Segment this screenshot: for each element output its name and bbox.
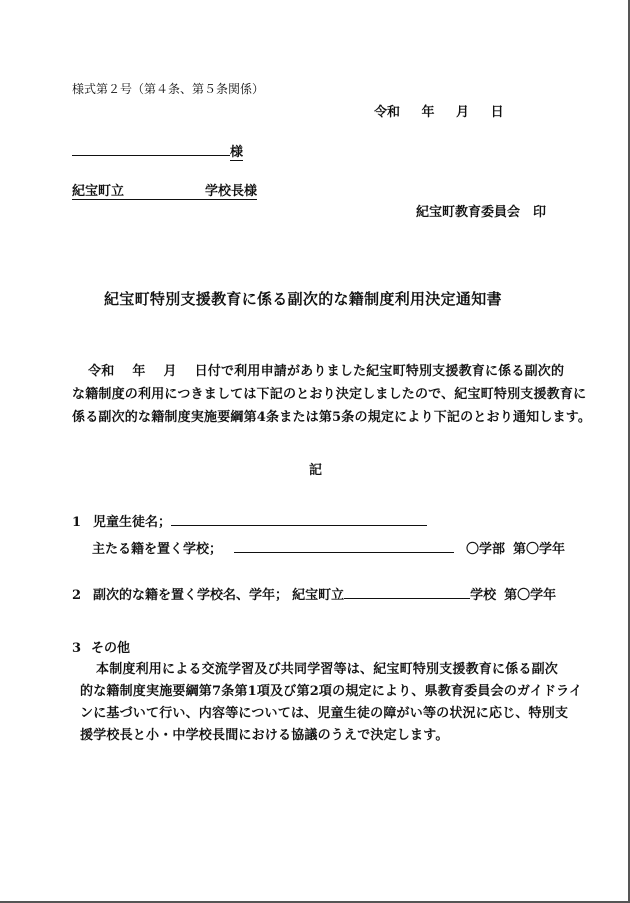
- item1-row: [72, 511, 427, 530]
- addressee-name-blank: [72, 142, 230, 156]
- item3-line-4: 援学校長と小・中学校長間における協議のうえで決定します。: [80, 728, 449, 743]
- issuer: 紀宝町教育委員会 印: [416, 205, 547, 220]
- item3-row: [72, 637, 130, 656]
- item2-number: 2: [72, 588, 82, 603]
- item1-grade: 第〇学年: [513, 542, 566, 557]
- form-number: 様式第２号（第４条、第５条関係）: [72, 82, 265, 96]
- item1-number: 1: [72, 515, 82, 530]
- item1-sub-row: [92, 538, 565, 557]
- document-title: 紀宝町特別支援教育に係る副次的な籍制度利用決定通知書: [104, 290, 502, 308]
- ki-heading: 記: [309, 463, 323, 478]
- item1-dept: 〇学部: [466, 542, 506, 557]
- date-line: 令和 年 月 日: [374, 105, 504, 120]
- addressee-line: [72, 141, 243, 160]
- item1-label: 児童生徒名；: [93, 515, 172, 530]
- school-prefix: 紀宝町立: [72, 184, 125, 199]
- item2-school-prefix: 紀宝町立: [292, 588, 345, 603]
- item3-number: 3: [72, 641, 82, 656]
- school-principal-line: [72, 180, 257, 200]
- main-school-blank: [234, 539, 454, 553]
- body-line-3: 係る副次的な籍制度実施要綱第4条または第5条の規定により下記のとおり通知します。: [72, 410, 592, 425]
- secondary-school-blank: [344, 585, 470, 599]
- item2-school-suffix: 学校: [470, 588, 497, 603]
- item3-line-1: 本制度利用による交流学習及び共同学習等は、紀宝町特別支援教育に係る副次: [96, 662, 559, 677]
- body-line-2: な籍制度の利用につきましては下記のとおり決定しましたので、紀宝町特別支援教育に: [72, 387, 587, 402]
- item2-label: 副次的な籍を置く学校名、学年；: [93, 588, 289, 603]
- addressee-suffix: 様: [230, 145, 244, 160]
- item1-sub-label: 主たる籍を置く学校；: [92, 542, 223, 557]
- item2-row: [72, 584, 556, 603]
- item3-line-3: ンに基づいて行い、内容等については、児童生徒の障がい等の状況に応じ、特別支: [80, 706, 569, 721]
- student-name-blank: [171, 512, 427, 526]
- item2-grade: 第〇学年: [504, 588, 557, 603]
- body-line-1: 令和 年 月 日付で利用申請がありました紀宝町特別支援教育に係る副次的: [88, 364, 565, 379]
- item3-label: その他: [91, 641, 131, 656]
- school-suffix: 学校長様: [205, 184, 258, 199]
- item3-line-2: 的な籍制度実施要綱第7条第1項及び第2項の規定により、県教育委員会のガイドライ: [80, 684, 583, 699]
